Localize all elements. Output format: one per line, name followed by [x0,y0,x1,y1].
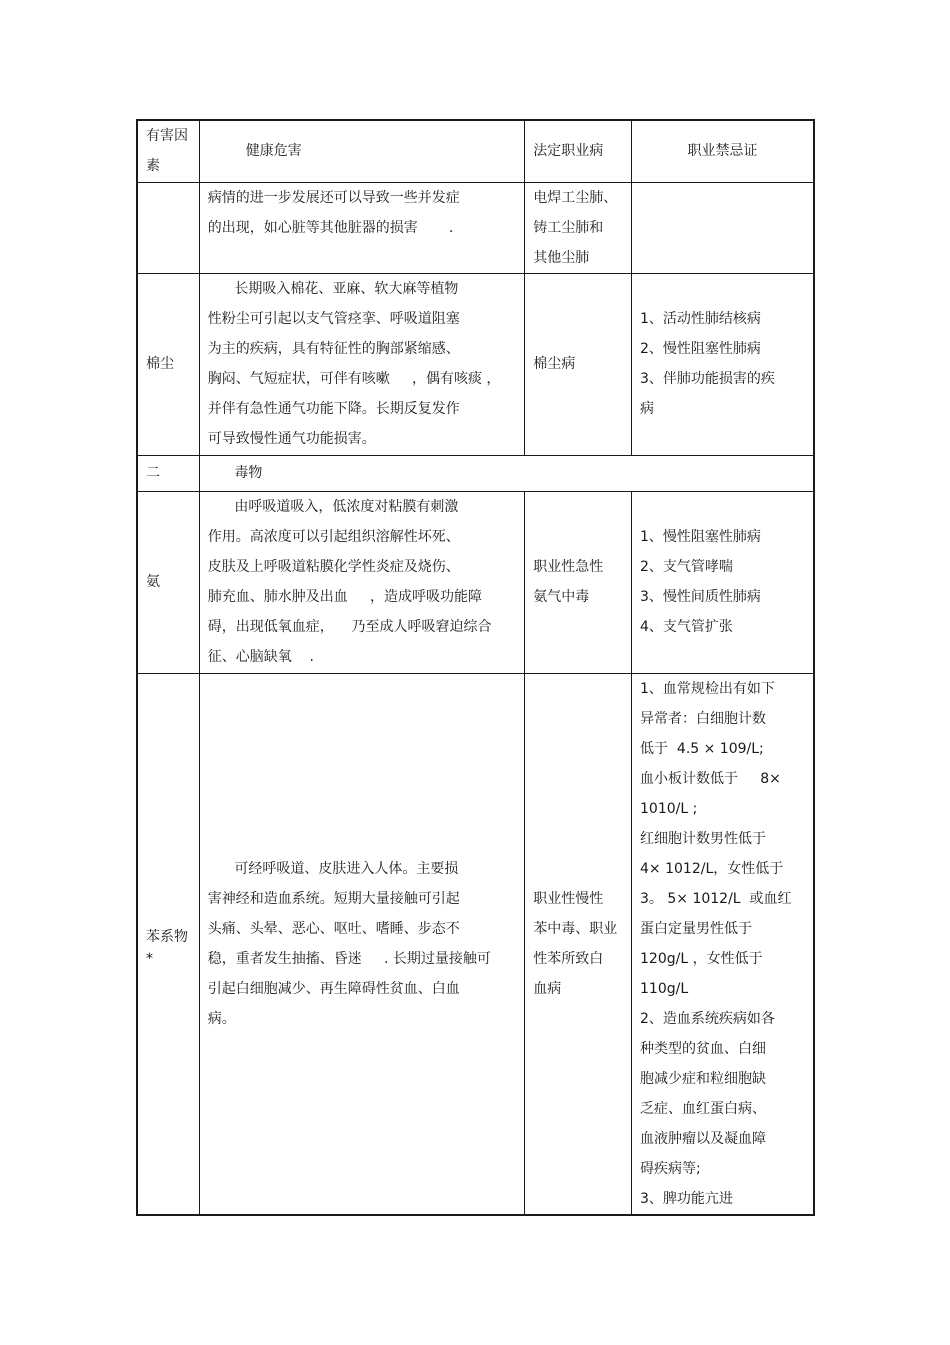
hazard-line: 肺充血、肺水肿及出血 ，造成呼吸功能障 [207,589,482,605]
table-header-row [137,120,814,182]
hazard-line: 作用。高浓度可以引起组织溶解性坏死、 [207,529,460,545]
hazard-line: 碍，出现低氧血症， 乃至成人呼吸窘迫综合 [207,619,492,635]
factor-line: * [146,950,153,967]
disease-line: 棉尘病 [533,356,576,372]
hazard-table [136,119,815,1216]
contra-line: 碍疾病等; [640,1160,701,1177]
contra-line: 低于 4.5 × 109/L; [640,740,764,757]
table-row [137,491,814,673]
disease-line: 性苯所致白 [533,950,604,967]
contra-line: 3、慢性间质性肺病 [640,589,761,605]
hazard-line: 的出现，如心脏等其他脏器的损害 . [207,219,454,236]
table-row [137,673,814,1215]
contra-cell [632,273,814,455]
contra-line: 4、支气管扩张 [640,619,733,635]
section-title [199,455,814,491]
contra-line: 2、造血系统疾病如各 [640,1010,775,1027]
hazard-line: 由呼吸道吸入，低浓度对粘膜有刺激 [207,499,459,515]
disease-cell [525,182,632,273]
contra-line: 1、慢性阻塞性肺病 [640,529,761,545]
header-disease [525,120,632,182]
section-number [137,455,199,491]
factor-line: 棉尘 [146,356,174,372]
hazard-line: 头痛、头晕、恶心、呕吐、嗜睡、步态不 [207,920,460,937]
disease-line: 职业性急性 [533,559,604,575]
header-contra [632,120,814,182]
contra-line: 胞减少症和粒细胞缺 [640,1070,767,1087]
header-factor-line: 素 [146,158,160,175]
hazard-cell [199,273,525,455]
contra-line: 1、活动性肺结核病 [640,311,761,327]
disease-cell [525,273,632,455]
hazard-line: 性粉尘可引起以支气管痉挛、呼吸道阻塞 [207,311,460,327]
hazard-line: 病情的进一步发展还可以导致一些并发症 [207,189,460,206]
contra-line: 120g/L ，女性低于 [640,950,763,967]
contra-line: 3、脾功能亢进 [640,1190,733,1207]
disease-line: 血病 [533,980,562,997]
factor-line: 氨 [146,574,160,590]
hazard-line: 并伴有急性通气功能下降。长期反复发作 [207,401,460,417]
contra-line: 3、伴肺功能损害的疾 [640,371,775,387]
header-factor-line: 有害因 [146,128,188,145]
contra-line: 血小板计数低于 8× [640,770,781,787]
hazard-line: 病。 [207,1010,236,1027]
contra-line: 红细胞计数男性低于 [640,830,767,847]
header-contra-label: 职业禁忌证 [687,143,758,160]
table-row [137,182,814,273]
factor-cell [137,673,199,1215]
contra-line: 3。 5× 1012/L 或血红 [640,890,792,907]
hazard-line: 为主的疾病，具有特征性的胸部紧缩感、 [207,341,460,357]
contra-line: 蛋白定量男性低于 [640,920,753,937]
contra-line: 110g/L [640,980,689,997]
contra-line: 1010/L ; [640,800,698,817]
contra-line: 2、慢性阻塞性肺病 [640,341,761,357]
section-row [137,455,814,491]
contra-line: 2、支气管哮喘 [640,559,733,575]
disease-line: 职业性慢性 [533,890,604,907]
contra-cell [632,673,814,1215]
header-hazard-label: 健康危害 [245,143,302,160]
contra-line: 异常者：白细胞计数 [640,710,767,727]
disease-cell [525,673,632,1215]
hazard-line: 可经呼吸道、皮肤进入人体。主要损 [207,860,459,877]
hazard-line: 可导致慢性通气功能损害。 [207,431,376,447]
factor-line: 苯系物 [146,928,188,945]
disease-line: 其他尘肺 [533,249,590,266]
hazard-line: 害神经和造血系统。短期大量接触可引起 [207,890,460,907]
factor-cell [137,182,199,273]
hazard-line: 稳，重者发生抽搐、昏迷 . 长期过量接触可 [207,950,491,967]
section-title-text: 毒物 [207,465,263,481]
contra-line: 乏症、血红蛋白病、 [640,1100,767,1117]
disease-cell [525,491,632,673]
disease-line: 电焊工尘肺、 [533,189,618,206]
contra-line: 病 [640,401,655,417]
hazard-line: 引起白细胞减少、再生障碍性贫血、白血 [207,980,460,997]
hazard-cell [199,673,525,1215]
hazard-line: 胸闷、气短症状，可伴有咳嗽 ，偶有咳痰 ， [207,371,501,387]
factor-cell [137,491,199,673]
table-row [137,273,814,455]
hazard-line: 长期吸入棉花、亚麻、软大麻等植物 [207,281,459,297]
contra-line: 4× 1012/L，女性低于 [640,860,784,877]
hazard-cell [199,182,525,273]
factor-cell [137,273,199,455]
contra-line: 种类型的贫血、白细 [640,1040,767,1057]
header-disease-label: 法定职业病 [533,143,604,160]
contra-line: 血液肿瘤以及凝血障 [640,1130,767,1147]
hazard-line: 皮肤及上呼吸道粘膜化学性炎症及烧伤、 [207,559,460,575]
hazard-cell [199,491,525,673]
hazard-line: 征、心脑缺氧 . [207,649,314,665]
disease-line: 氨气中毒 [533,589,590,605]
contra-cell [632,182,814,273]
disease-line: 苯中毒、职业 [533,920,618,937]
contra-cell [632,491,814,673]
section-number-text: 二 [146,465,160,481]
contra-line: 1、血常规检出有如下 [640,680,775,697]
header-hazard [199,120,525,182]
disease-line: 铸工尘肺和 [533,219,604,236]
header-factor [137,120,199,182]
